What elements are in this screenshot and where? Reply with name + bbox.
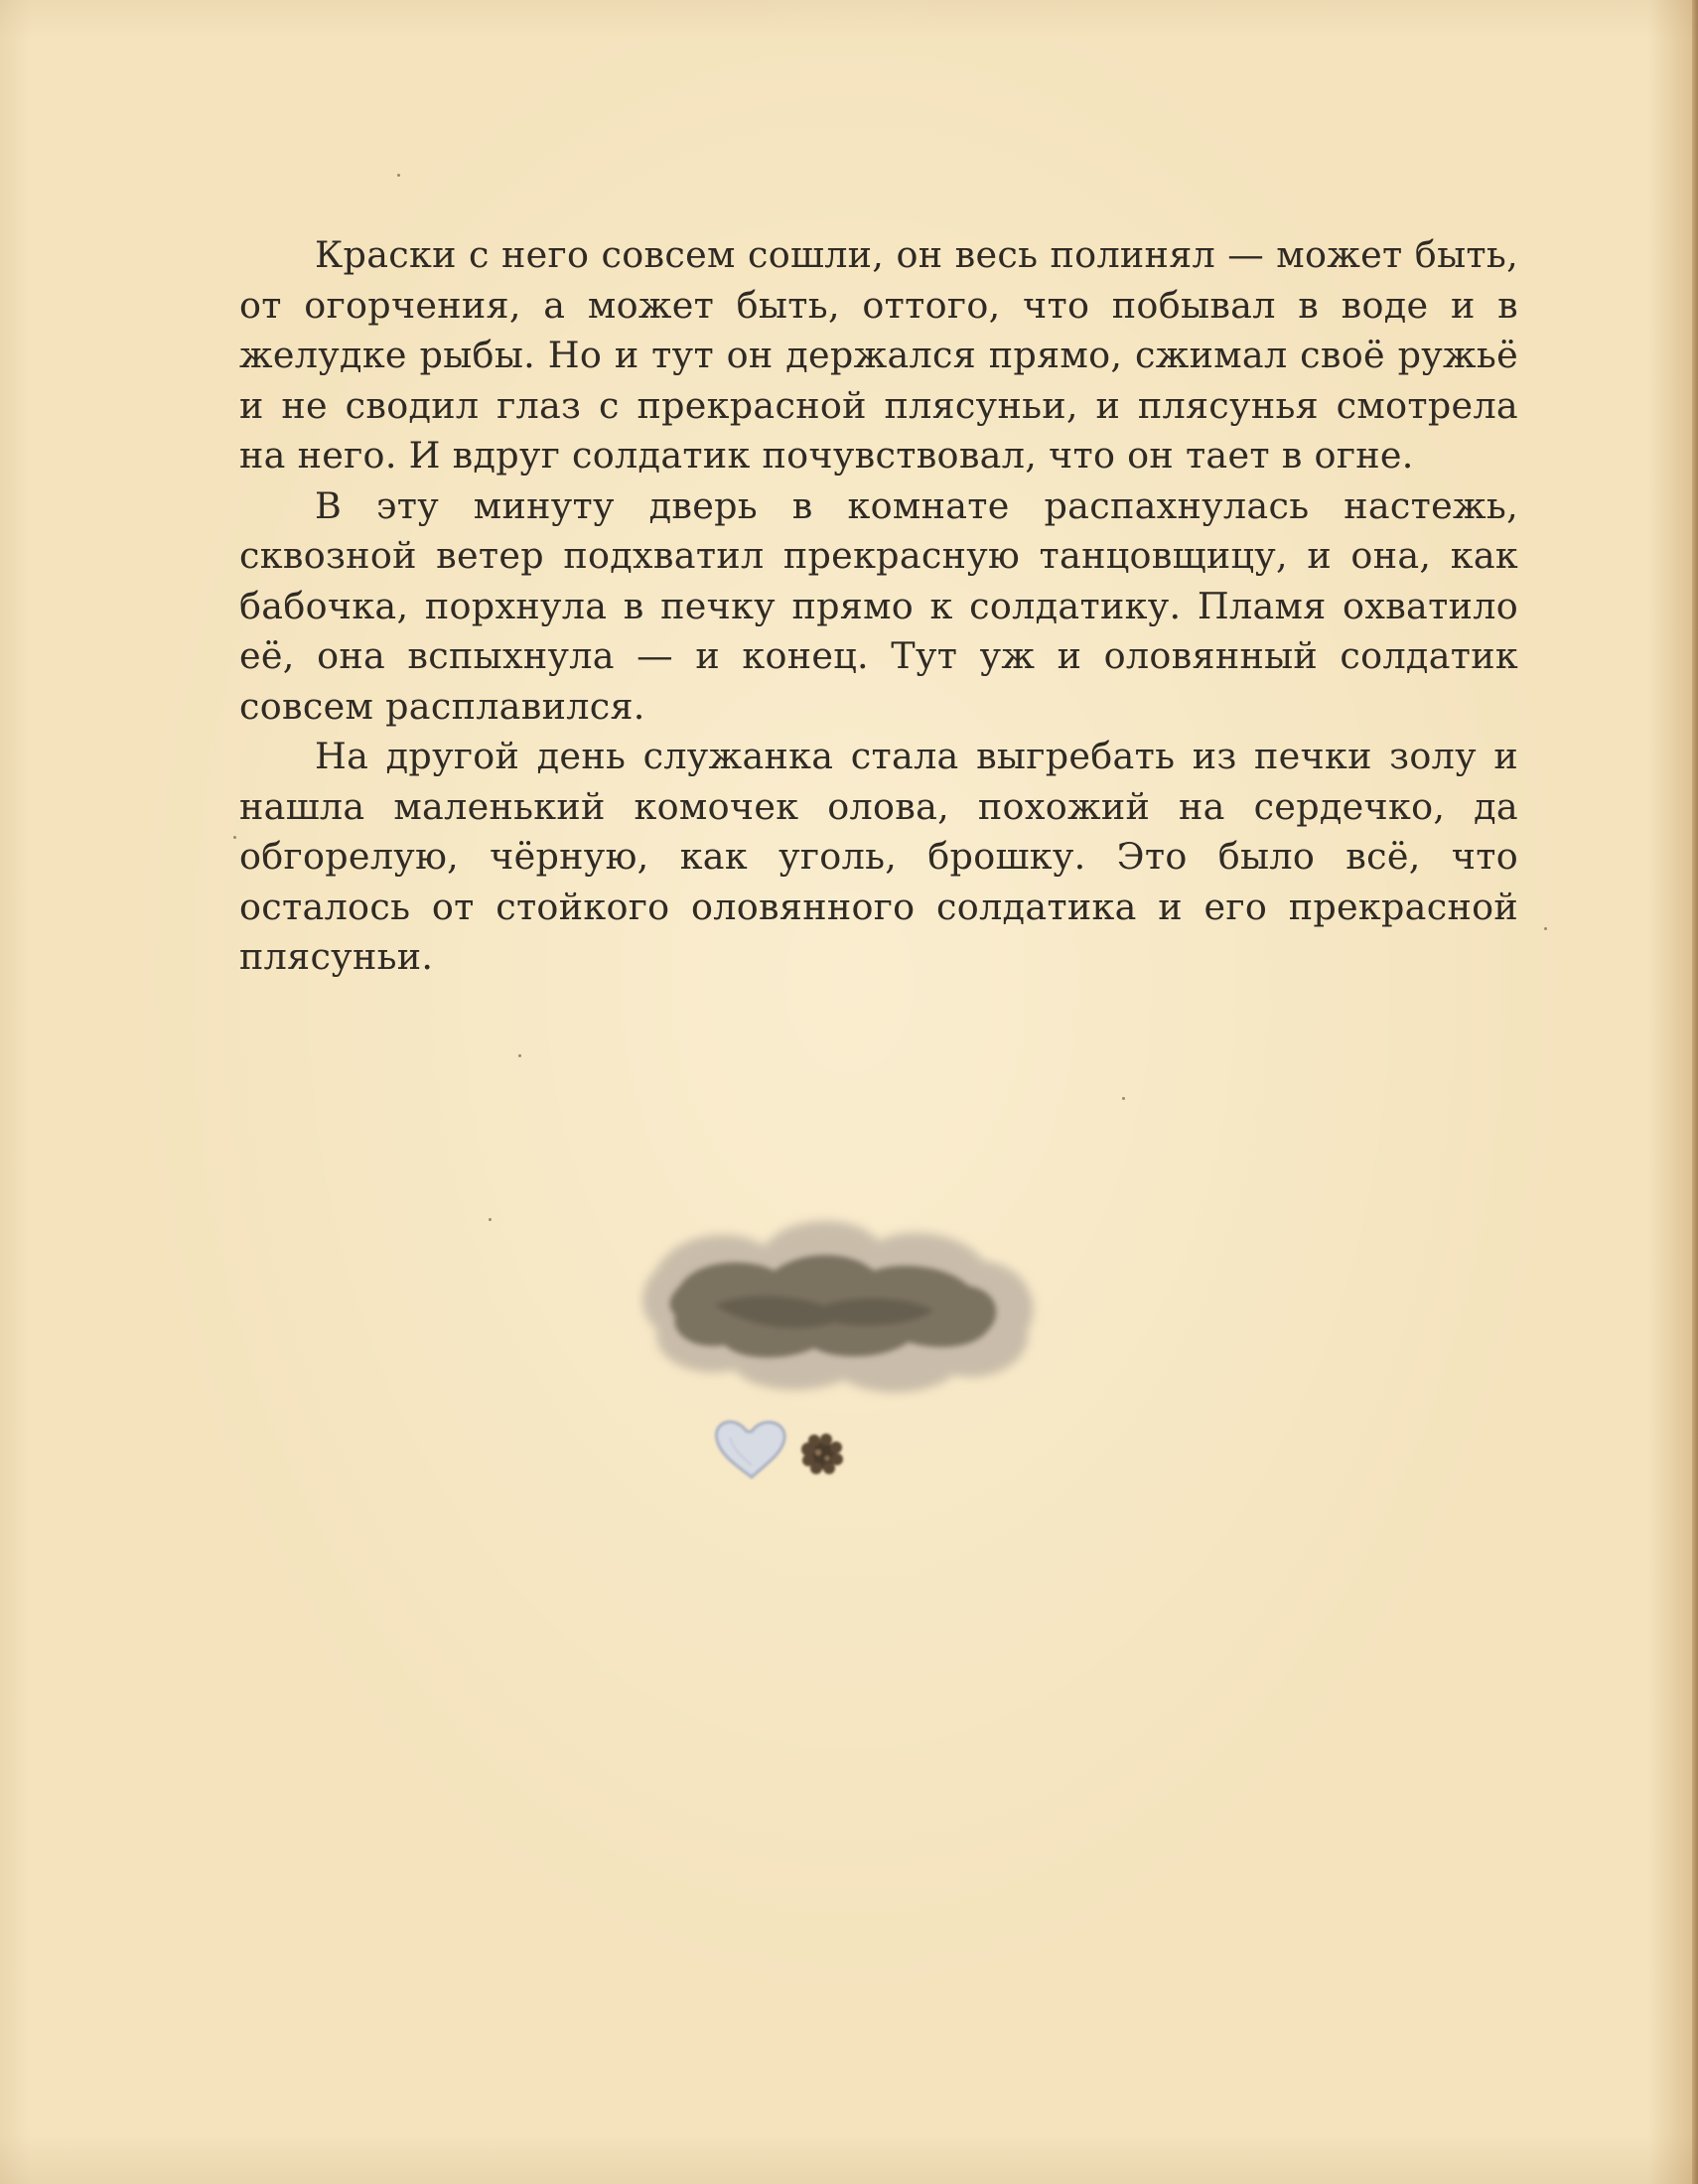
paragraph-2: В эту минуту дверь в комнате распахнулась настежь, сквозной ветер подхватил прекрасную танцовщицу, и она, как бабочка, порхнула в печку прямо к солдатику. Пламя охватило её, она вспыхнула — и конец. Тут уж и оловянный солдатик совсем расплавился. (239, 483, 1518, 728)
scan-speck (518, 1054, 521, 1057)
scan-speck (397, 174, 400, 177)
heart-shape (717, 1422, 785, 1477)
illustration-svg (636, 1211, 1053, 1509)
page-edge-shadow (1692, 0, 1698, 2184)
scan-speck (1122, 1097, 1125, 1100)
scan-speck (233, 836, 236, 839)
tin-heart (717, 1422, 785, 1477)
scan-speck (489, 1218, 492, 1221)
paragraph-3: На другой день служанка стала выгребать из печки золу и нашла маленький комочек олова, похожий на сердечко, да обгорелую, чёрную, как уголь, брошку. Это было всё, что осталось от стойкого оловянного солдатика и его прекрасной плясуньи. (239, 735, 1518, 978)
story-text (239, 230, 1518, 983)
burnt-brooch (801, 1433, 843, 1474)
paragraph-1: Краски с него совсем сошли, он весь полинял — может быть, от огорчения, а может быть, оттого, что побывал в воде и в желудке рыбы. Но и тут он держался прямо, сжимал своё ружьё и не сводил глаз с прекрасной плясуньи, и плясунья смотрела на него. И вдруг солдатик почувствовал, что он тает в огне. (239, 233, 1518, 477)
smoke-heart-brooch-illustration (636, 1211, 1053, 1509)
scan-speck (1544, 927, 1547, 930)
